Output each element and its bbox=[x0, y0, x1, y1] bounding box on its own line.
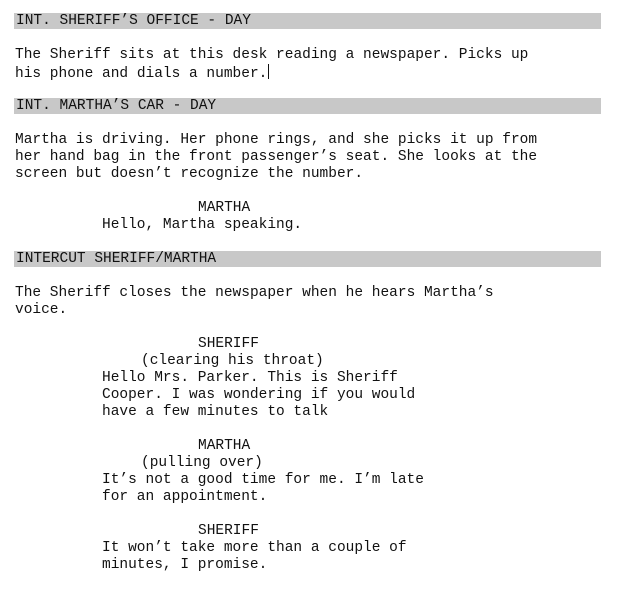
character-name[interactable]: MARTHA bbox=[198, 438, 251, 454]
action-line[interactable]: The Sheriff sits at this desk reading a newspaper. Picks up bbox=[15, 47, 529, 63]
dialogue-line[interactable]: Cooper. I was wondering if you would bbox=[102, 387, 416, 403]
parenthetical[interactable]: (clearing his throat) bbox=[141, 353, 324, 369]
dialogue-line[interactable]: for an appointment. bbox=[102, 489, 268, 505]
text-cursor bbox=[268, 64, 269, 79]
action-line[interactable] bbox=[15, 64, 269, 83]
character-name[interactable]: SHERIFF bbox=[198, 523, 259, 539]
dialogue-line[interactable]: Hello Mrs. Parker. This is Sheriff bbox=[102, 370, 398, 386]
dialogue-line[interactable]: It’s not a good time for me. I’m late bbox=[102, 472, 424, 488]
action-line[interactable]: screen but doesn’t recognize the number. bbox=[15, 166, 364, 182]
action-line[interactable]: Martha is driving. Her phone rings, and she picks it up from bbox=[15, 132, 538, 148]
dialogue-line[interactable]: minutes, I promise. bbox=[102, 557, 268, 573]
character-name[interactable]: MARTHA bbox=[198, 200, 251, 216]
dialogue-line[interactable]: Hello, Martha speaking. bbox=[102, 217, 303, 233]
dialogue-line[interactable]: It won’t take more than a couple of bbox=[102, 540, 407, 556]
parenthetical[interactable]: (pulling over) bbox=[141, 455, 263, 471]
action-line[interactable]: The Sheriff closes the newspaper when he hears Martha’s bbox=[15, 285, 494, 301]
character-name[interactable]: SHERIFF bbox=[198, 336, 259, 352]
scene-heading[interactable]: INT. SHERIFF’S OFFICE - DAY bbox=[16, 13, 251, 29]
action-line[interactable]: voice. bbox=[15, 302, 68, 318]
scene-heading[interactable]: INTERCUT SHERIFF/MARTHA bbox=[16, 251, 217, 267]
scene-heading[interactable]: INT. MARTHA’S CAR - DAY bbox=[16, 98, 217, 114]
action-line-text: his phone and dials a number. bbox=[15, 66, 268, 82]
action-line[interactable]: her hand bag in the front passenger’s seat. She looks at the bbox=[15, 149, 538, 165]
dialogue-line[interactable]: have a few minutes to talk bbox=[102, 404, 329, 420]
